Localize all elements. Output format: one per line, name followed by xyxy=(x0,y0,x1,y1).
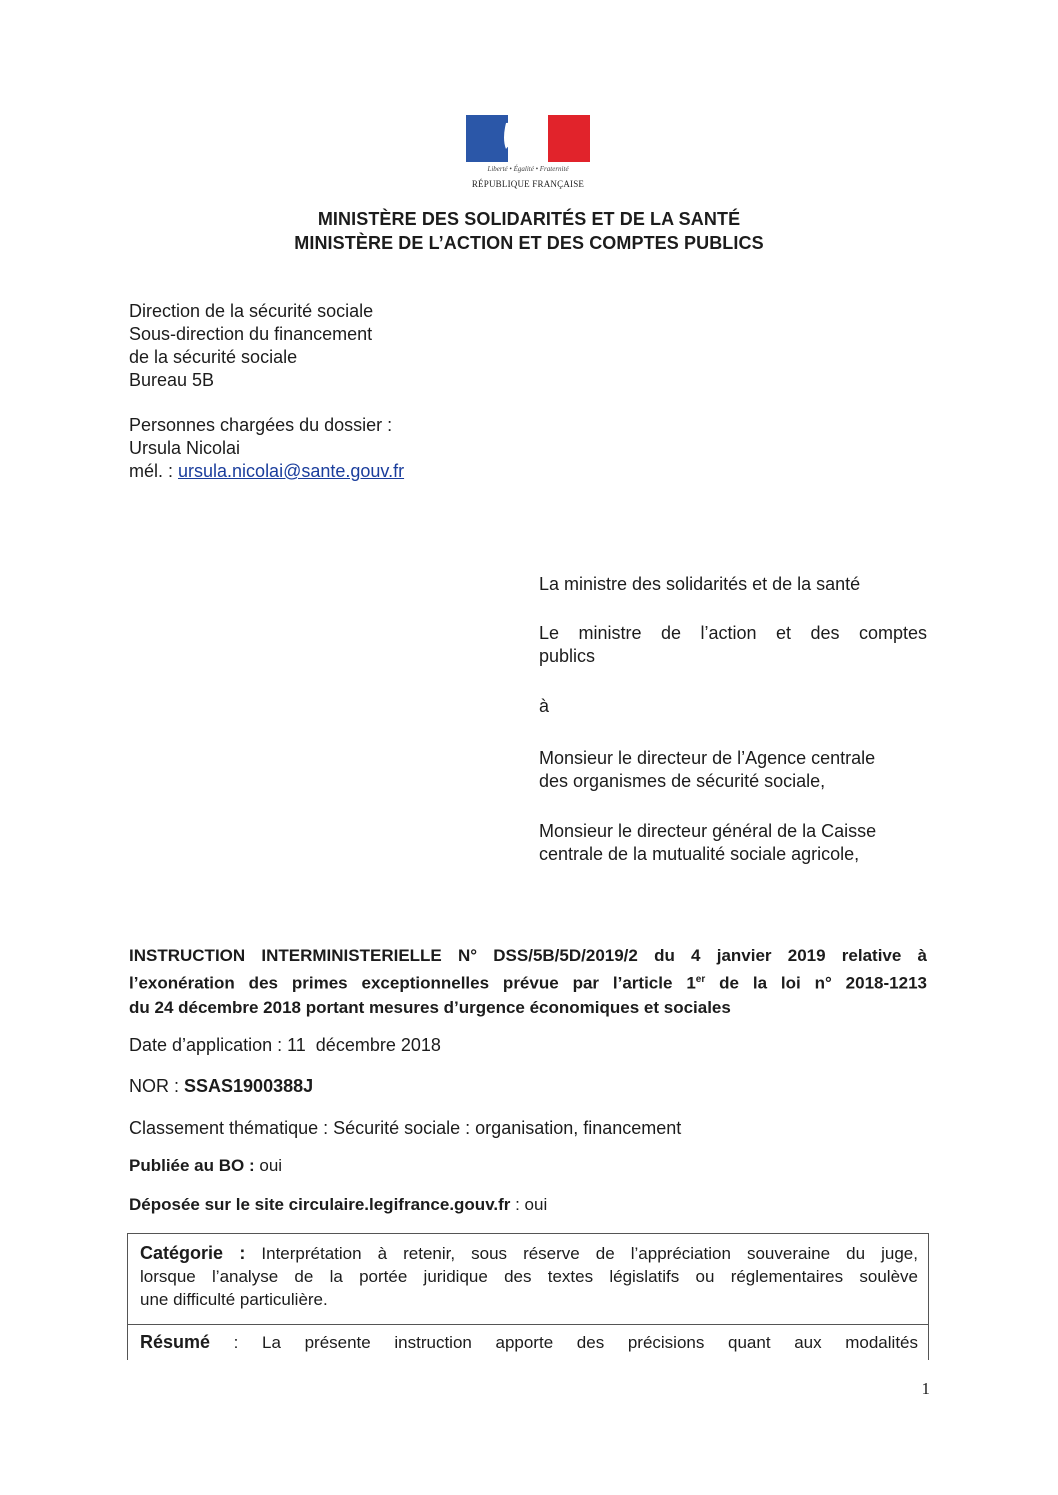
sender-sous-direction: Sous-direction du financement xyxy=(129,324,373,344)
instruction-title-line3: du 24 décembre 2018 portant mesures d’urgence économiques et sociales xyxy=(129,997,731,1017)
from-minister-2 xyxy=(539,622,927,668)
republique-francaise-logo xyxy=(466,115,590,195)
instruction-title xyxy=(129,944,927,1020)
nor-label: NOR : xyxy=(129,1076,185,1096)
categorie-line1-text: Interprétation à retenir, sous réserve de l’appréciation souveraine du juge, xyxy=(245,1244,918,1263)
email-line xyxy=(129,460,404,483)
site-value: : oui xyxy=(510,1195,548,1214)
instruction-title-line2-a: l’exonération des primes exceptionnelles prévue par l’article 1 xyxy=(129,973,696,993)
email-link[interactable]: ursula.nicolai@sante.gouv.fr xyxy=(178,461,405,481)
instruction-title-line2-b: de la loi n° 2018-1213 xyxy=(705,973,927,993)
from-minister-2-line1: Le ministre de l’action et des comptes xyxy=(539,623,927,643)
resume-label: Résumé xyxy=(140,1332,211,1352)
resume-box xyxy=(127,1324,929,1360)
categorie-text xyxy=(140,1242,918,1311)
person-name: Ursula Nicolai xyxy=(129,438,241,458)
sender-sous-direction-2: de la sécurité sociale xyxy=(129,347,298,367)
bo-label: Publiée au BO : xyxy=(129,1156,260,1175)
classement-line xyxy=(129,1118,681,1139)
marianne-flag-icon xyxy=(466,115,590,162)
resume-line1 xyxy=(140,1331,918,1354)
categorie-label: Catégorie : xyxy=(140,1243,246,1263)
classement-value: Sécurité sociale : organisation, financement xyxy=(333,1118,682,1138)
categorie-line1 xyxy=(140,1242,918,1265)
to-recipient-1-line1: Monsieur le directeur de l’Agence centrale xyxy=(539,748,876,768)
to-word: à xyxy=(539,696,550,716)
instruction-title-line2 xyxy=(129,968,927,996)
to-recipient-2-line2: centrale de la mutualité sociale agricole, xyxy=(539,844,860,864)
to-recipient-1-line2: des organismes de sécurité sociale, xyxy=(539,771,826,791)
to-recipient-2 xyxy=(539,820,927,866)
persons-label: Personnes chargées du dossier : xyxy=(129,415,393,435)
from-minister-1: La ministre des solidarités et de la santé xyxy=(539,574,861,594)
site-label: Déposée sur le site circulaire.legifrance.gouv.fr xyxy=(129,1195,511,1214)
page-number: 1 xyxy=(921,1379,930,1398)
email-label: mél. : xyxy=(129,461,179,481)
ministry-title-1: MINISTÈRE DES SOLIDARITÉS ET DE LA SANTÉ xyxy=(317,209,741,229)
date-application xyxy=(129,1035,441,1056)
categorie-box xyxy=(127,1233,929,1325)
nor-line xyxy=(129,1076,313,1097)
categorie-line2: lorsque l’analyse de la portée juridique des textes législatifs ou réglementaires soulève xyxy=(140,1267,918,1286)
instruction-title-line2-sup: er xyxy=(695,974,706,985)
logo-motto: Liberté • Égalité • Fraternité xyxy=(487,165,569,173)
nor-value: SSAS1900388J xyxy=(184,1076,314,1096)
bo-line xyxy=(129,1156,282,1176)
resume-line1-text: : La présente instruction apporte des précisions quant aux modalités xyxy=(210,1333,918,1352)
date-value: 11 décembre 2018 xyxy=(287,1035,441,1055)
resume-text xyxy=(140,1331,918,1354)
sender-bureau: Bureau 5B xyxy=(129,370,215,390)
categorie-line3: une difficulté particulière. xyxy=(140,1290,328,1309)
sender-direction: Direction de la sécurité sociale xyxy=(129,301,374,321)
instruction-title-line1: INSTRUCTION INTERMINISTERIELLE N° DSS/5B/5D/2019/2 du 4 janvier 2019 relative à xyxy=(129,946,927,965)
logo-republic-text: RÉPUBLIQUE FRANÇAISE xyxy=(471,179,585,189)
to-recipient-2-line1: Monsieur le directeur général de la Caisse xyxy=(539,821,877,841)
bo-value: oui xyxy=(259,1156,283,1175)
to-recipient-1 xyxy=(539,747,927,793)
classement-label: Classement thématique : xyxy=(129,1118,334,1138)
site-line xyxy=(129,1195,547,1215)
from-minister-2-line2: publics xyxy=(539,646,596,666)
ministry-title-2: MINISTÈRE DE L’ACTION ET DES COMPTES PUBLICS xyxy=(294,233,764,253)
date-label: Date d’application : xyxy=(129,1035,288,1055)
